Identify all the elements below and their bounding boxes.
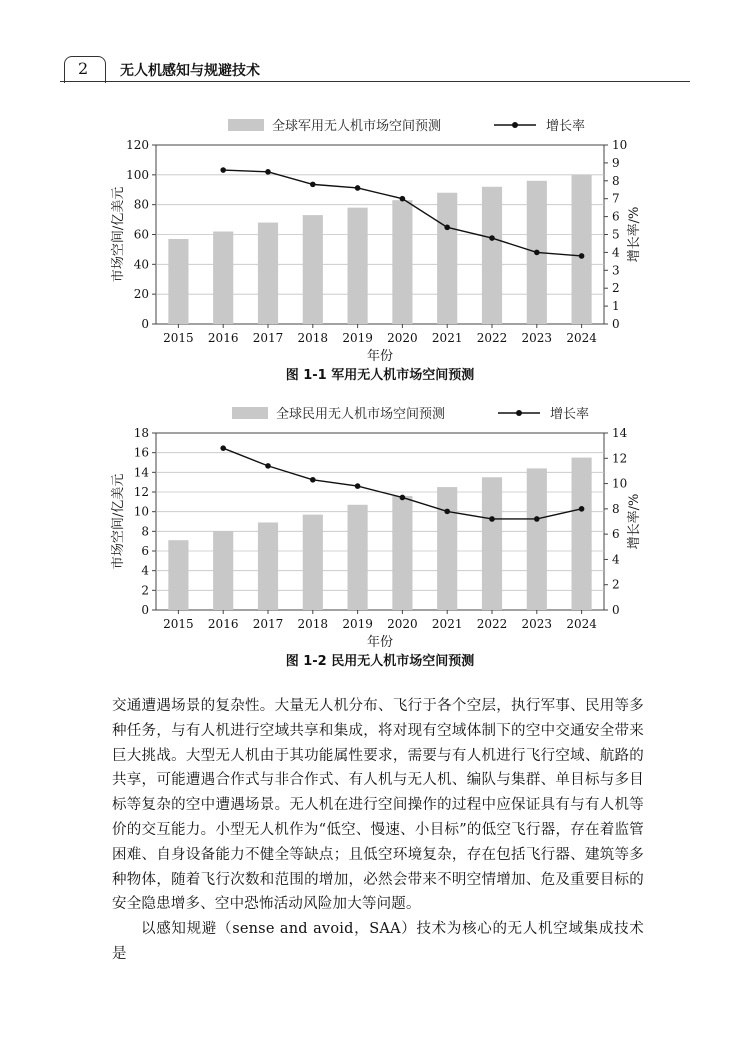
bar bbox=[258, 522, 278, 610]
growth-point bbox=[220, 445, 226, 451]
x-tick-label: 2024 bbox=[566, 617, 597, 631]
y-right-tick-label: 0 bbox=[612, 317, 620, 331]
y-tick-label: 14 bbox=[133, 465, 149, 480]
y-right-tick-label: 1 bbox=[612, 299, 620, 314]
x-axis-title: 年份 bbox=[366, 635, 394, 650]
y-right-tick-label: 2 bbox=[612, 281, 620, 296]
running-title: 无人机感知与规避技术 bbox=[120, 63, 260, 79]
bar bbox=[572, 175, 592, 324]
x-tick-label: 2023 bbox=[521, 331, 553, 345]
bar bbox=[258, 223, 278, 324]
growth-point bbox=[534, 516, 540, 522]
military-uav-chart bbox=[100, 112, 660, 397]
y-tick-label: 10 bbox=[133, 504, 149, 519]
bar bbox=[482, 187, 502, 324]
y-tick-label: 8 bbox=[141, 524, 149, 539]
y-right-tick-label: 6 bbox=[612, 209, 620, 224]
y-right-tick-label: 7 bbox=[612, 191, 620, 206]
legend-bar-label: 全球军用无人机市场空间预测 bbox=[272, 119, 442, 134]
legend-line-marker bbox=[516, 410, 522, 416]
y-right-tick-label: 6 bbox=[612, 527, 620, 542]
bar bbox=[303, 515, 323, 610]
y-tick-label: 6 bbox=[141, 544, 149, 558]
y-right-tick-label: 0 bbox=[612, 603, 620, 617]
growth-point bbox=[444, 509, 450, 515]
x-axis-title: 年份 bbox=[366, 349, 394, 364]
x-tick-label: 2023 bbox=[521, 617, 553, 631]
paragraph: 以感知规避（sense and avoid，SAA）技术为核心的无人机空域集成技术是 bbox=[112, 921, 644, 962]
x-tick-label: 2021 bbox=[431, 331, 463, 345]
growth-point bbox=[579, 506, 585, 512]
x-tick-label: 2015 bbox=[163, 331, 194, 345]
chart-legend bbox=[232, 406, 589, 422]
x-tick-label: 2022 bbox=[476, 331, 508, 345]
legend-line-label: 增长率 bbox=[550, 407, 590, 422]
y-tick-label: 2 bbox=[141, 583, 149, 598]
x-tick-label: 2017 bbox=[252, 617, 284, 631]
x-tick-label: 2017 bbox=[252, 331, 284, 345]
y-tick-label: 4 bbox=[141, 563, 149, 578]
y-right-axis-title: 增长率/% bbox=[627, 493, 642, 550]
growth-point bbox=[489, 516, 495, 522]
y-right-tick-label: 8 bbox=[612, 173, 620, 188]
x-tick-label: 2018 bbox=[297, 617, 329, 631]
legend-bar-swatch bbox=[228, 119, 264, 131]
y-axis-title: 市场空间/亿美元 bbox=[111, 473, 126, 570]
y-tick-label: 16 bbox=[133, 445, 149, 460]
growth-point bbox=[579, 253, 585, 259]
y-right-tick-label: 14 bbox=[612, 426, 628, 440]
bar bbox=[392, 200, 412, 324]
body-text bbox=[112, 694, 644, 967]
bar bbox=[348, 208, 368, 324]
bar bbox=[348, 505, 368, 610]
x-tick-label: 2016 bbox=[207, 617, 239, 631]
growth-point bbox=[489, 235, 495, 241]
y-tick-label: 18 bbox=[133, 426, 149, 440]
civil-uav-chart bbox=[100, 399, 660, 679]
y-tick-label: 0 bbox=[141, 603, 149, 617]
figure-caption: 图 1-2 民用无人机市场空间预测 bbox=[285, 654, 475, 669]
bar bbox=[437, 487, 457, 610]
bar bbox=[392, 496, 412, 610]
growth-point bbox=[400, 196, 406, 202]
y-right-tick-label: 3 bbox=[612, 263, 620, 278]
legend-line-marker bbox=[512, 122, 518, 128]
growth-point bbox=[444, 225, 450, 231]
figure-caption: 图 1-1 军用无人机市场空间预测 bbox=[285, 368, 475, 383]
growth-point bbox=[310, 182, 316, 188]
y-right-tick-label: 10 bbox=[612, 138, 628, 152]
legend-bar-swatch bbox=[232, 407, 268, 419]
page-number: 2 bbox=[78, 59, 89, 78]
growth-point bbox=[265, 463, 271, 469]
growth-point bbox=[265, 169, 271, 175]
x-tick-label: 2022 bbox=[476, 617, 508, 631]
growth-point bbox=[355, 185, 361, 191]
bar bbox=[572, 458, 592, 610]
y-tick-label: 60 bbox=[133, 227, 149, 242]
y-right-tick-label: 5 bbox=[612, 227, 620, 242]
bar bbox=[168, 540, 188, 610]
bar bbox=[482, 477, 502, 610]
growth-point bbox=[310, 477, 316, 483]
bar bbox=[168, 239, 188, 324]
y-tick-label: 0 bbox=[141, 317, 149, 331]
chart-legend bbox=[228, 118, 585, 134]
bar bbox=[437, 193, 457, 324]
y-tick-label: 120 bbox=[126, 138, 149, 152]
x-tick-label: 2015 bbox=[163, 617, 194, 631]
x-tick-label: 2020 bbox=[387, 331, 418, 345]
y-tick-label: 20 bbox=[133, 287, 149, 302]
y-tick-label: 12 bbox=[133, 485, 149, 499]
growth-point bbox=[220, 167, 226, 173]
legend-bar-label: 全球民用无人机市场空间预测 bbox=[276, 407, 446, 422]
y-right-tick-label: 2 bbox=[612, 577, 620, 592]
y-right-tick-label: 10 bbox=[612, 476, 628, 491]
y-right-axis-title: 增长率/% bbox=[627, 206, 642, 263]
paragraph: 交通遭遇场景的复杂性。大量无人机分布、飞行于各个空层，执行军事、民用等多种任务，与有人机进行空域共享和集成，将对现有空域体制下的空中交通安全带来巨大挑战。大型无人机由于其功能属性要求，需要与有人机进行飞行空域、航路的共享，可能遭遇合作式与非合作式、有人机与无人机、编队与集群、单目标与多目标等复杂的空中遭遇场景。无人机在进行空间操作的过程中应保证具有与有人机等价的交互能力。小型无人机作为“低空、慢速、小目标”的低空飞行器，存在着监管困难、自身设备能力不健全等缺点；且低空环境复杂，存在包括飞行器、建筑等多种物体，随着飞行次数和范围的增加，必然会带来不明空情增加、危及重要目标的安全隐患增多、空中恐怖活动风险加大等问题。 bbox=[112, 698, 644, 913]
bar bbox=[213, 531, 233, 610]
x-tick-label: 2018 bbox=[297, 331, 329, 345]
y-right-tick-label: 9 bbox=[612, 155, 620, 170]
x-tick-label: 2019 bbox=[342, 331, 373, 345]
x-tick-label: 2019 bbox=[342, 617, 373, 631]
y-tick-label: 40 bbox=[133, 257, 149, 272]
y-right-tick-label: 12 bbox=[612, 451, 628, 466]
header-rule bbox=[60, 81, 690, 82]
y-axis-title: 市场空间/亿美元 bbox=[111, 186, 126, 283]
y-tick-label: 80 bbox=[133, 197, 149, 212]
x-tick-label: 2016 bbox=[207, 331, 239, 345]
legend-line-label: 增长率 bbox=[546, 119, 586, 134]
growth-point bbox=[534, 250, 540, 256]
x-tick-label: 2021 bbox=[431, 617, 463, 631]
page-header bbox=[60, 56, 690, 82]
y-right-tick-label: 8 bbox=[612, 501, 620, 516]
growth-point bbox=[355, 483, 361, 489]
bar bbox=[303, 215, 323, 324]
growth-point bbox=[400, 495, 406, 501]
bar bbox=[213, 232, 233, 324]
y-right-tick-label: 4 bbox=[612, 245, 620, 260]
x-tick-label: 2024 bbox=[566, 331, 597, 345]
y-tick-label: 100 bbox=[126, 167, 149, 182]
x-tick-label: 2020 bbox=[387, 617, 418, 631]
bar bbox=[527, 468, 547, 610]
y-right-tick-label: 4 bbox=[612, 552, 620, 567]
